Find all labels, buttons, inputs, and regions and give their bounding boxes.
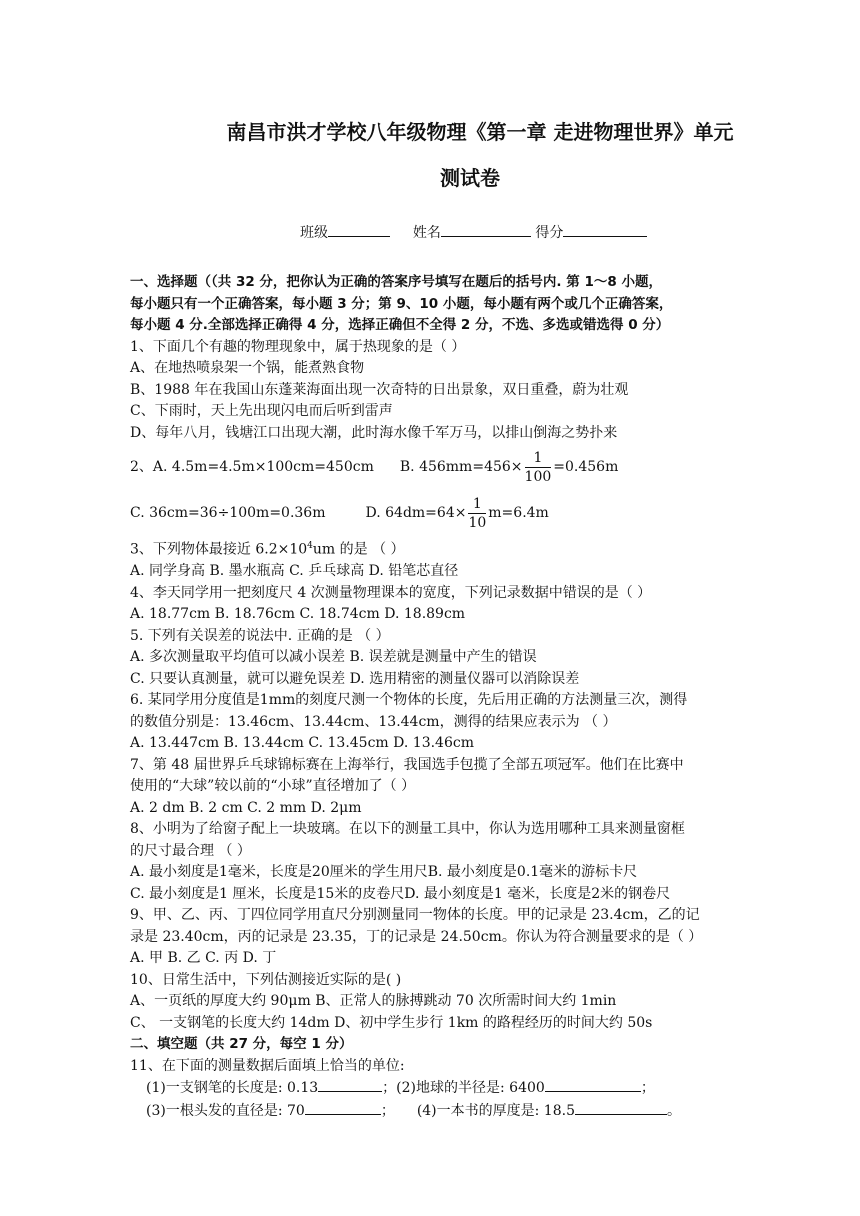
class-label: 班级 (300, 225, 328, 241)
q11-item2: (2)地球的半径是: 6400 (396, 1080, 545, 1097)
q2-option-b-post: =0.456m (553, 459, 619, 475)
fraction-numerator: 1 (525, 449, 552, 468)
section1-header: 每小题 4 分.全部选择正确得 4 分，选择正确但不全得 2 分，不选、多选或错选得 0 分） (130, 317, 670, 333)
class-blank[interactable] (328, 222, 390, 237)
q2-option-d-pre: D. 64dm=64× (365, 505, 467, 521)
q1-option-b: B、1988 年在我国山东蓬莱海面出现一次奇特的日出景象，双日重叠，蔚为壮观 (130, 381, 629, 398)
q9-stem: 9、甲、乙、丙、丁四位同学用直尺分别测量同一物体的长度。甲的记录是 23.4cm，乙的记 (130, 907, 700, 924)
q11-row1 (130, 1077, 740, 1100)
q5-options-ab: A. 多次测量取平均值可以减小误差 B. 误差就是测量中产生的错误 (130, 649, 537, 666)
exam-content (130, 272, 740, 1122)
q10-stem: 10、日常生活中，下列估测接近实际的是( ) (130, 971, 402, 988)
q11-sep: ； (382, 1080, 397, 1097)
q9-options: A. 甲 B. 乙 C. 丙 D. 丁 (130, 950, 277, 967)
q4-options: A. 18.77cm B. 18.76cm C. 18.74cm D. 18.89cm (130, 606, 466, 623)
q11-item4: (4)一本书的厚度是: 18.5 (416, 1102, 575, 1119)
section1-header: 一、选择题（（共 32 分，把你认为正确的答案序号填写在题后的括号内. 第 1～8 小题， (130, 274, 662, 290)
q3-stem (130, 536, 740, 561)
q11-row2 (130, 1100, 740, 1123)
q11-sep: ； (640, 1080, 655, 1097)
q1-option-a: A、在地热喷泉架一个锅，能煮熟食物 (130, 360, 365, 376)
q1-option-d: D、每年八月，钱塘江口出现大潮，此时海水像千军万马，以排山倒海之势扑来 (130, 424, 618, 441)
page-title-line2: 测试卷 (440, 166, 500, 190)
fraction-denominator: 100 (524, 468, 552, 485)
q2-option-c: C. 36cm=36÷100m=0.36m (130, 505, 326, 521)
q7-stem: 7、第 48 届世界乒乓球锦标赛在上海举行，我国选手包揽了全部五项冠军。他们在比赛中 (130, 756, 684, 773)
q3-stem-text: 3、下列物体最接近 6.2×10 (130, 541, 308, 558)
q10-options-cd: C、 一支钢笔的长度大约 14dm D、初中学生步行 1km 的路程经历的时间大约 50s (130, 1014, 653, 1031)
q5-options-cd: C. 只要认真测量，就可以避免误差 D. 选用精密的测量仪器可以消除误差 (130, 670, 580, 687)
q5-stem: 5. 下列有关误差的说法中. 正确的是 （ ） (130, 627, 390, 644)
q3-options: A. 同学身高 B. 墨水瓶高 C. 乒乓球高 D. 铅笔芯直径 (130, 563, 459, 580)
q6-stem: 6. 某同学用分度值是1mm的刻度尺测一个物体的长度，先后用正确的方法测量三次，测得 (130, 692, 688, 709)
score-label: 得分 (535, 225, 564, 241)
student-info-row (300, 222, 647, 242)
q11-blank3[interactable] (305, 1100, 381, 1115)
q4-stem: 4、李天同学用一把刻度尺 4 次测量物理课本的宽度，下列记录数据中错误的是（ ） (130, 584, 652, 601)
q8-stem: 的尺寸最合理 （ ） (130, 842, 251, 859)
q8-stem: 8、小明为了给窗子配上一块玻璃。在以下的测量工具中，你认为选用哪种工具来测量窗框 (130, 821, 685, 838)
q7-options: A. 2 dm B. 2 cm C. 2 mm D. 2μm (130, 799, 362, 816)
q2-line1 (130, 444, 740, 490)
q11-blank1[interactable] (318, 1077, 382, 1092)
fraction-numerator: 1 (468, 495, 486, 514)
q11-blank4[interactable] (575, 1100, 667, 1115)
q2-fraction-b (525, 449, 552, 486)
q11-item3: (3)一根头发的直径是: 70 (146, 1102, 305, 1119)
fraction-denominator: 10 (468, 514, 487, 531)
q6-options: A. 13.447cm B. 13.44cm C. 13.45cm D. 13.46cm (130, 735, 474, 752)
q1-stem: 1、下面几个有趣的物理现象中，属于热现象的是（ ） (130, 338, 466, 355)
q11-blank2[interactable] (545, 1077, 641, 1092)
q11-stem: 11、在下面的测量数据后面填上恰当的单位: (130, 1057, 405, 1074)
q1-option-c: C、下雨时，天上先出现闪电而后听到雷声 (130, 403, 393, 419)
q9-stem: 录是 23.40cm，丙的记录是 23.35，丁的记录是 24.50cm。你认为符合测量要求的是（ ） (130, 928, 703, 945)
q2-line2 (130, 490, 740, 536)
name-blank[interactable] (441, 222, 531, 237)
q11-sep: ； (380, 1102, 395, 1119)
q6-stem: 的数值分别是：13.46cm、13.44cm、13.44cm，测得的结果应表示为 （ ） (130, 713, 617, 730)
q2-option-a: 2、A. 4.5m=4.5m×100cm=450cm (130, 459, 374, 475)
q8-options-cd: C. 最小刻度是1 厘米，长度是15米的皮卷尺D. 最小刻度是1 毫米，长度是2米的钢卷尺 (130, 885, 671, 902)
q3-stem-text-end: um 的是 （ ） (312, 541, 405, 558)
q7-stem: 使用的“大球”较以前的“小球”直径增加了（ ） (130, 778, 416, 795)
q2-fraction-d (468, 495, 486, 532)
q3-exponent: 4 (307, 541, 313, 551)
page-title-line1: 南昌市洪才学校八年级物理《第一章 走进物理世界》单元 (226, 120, 734, 144)
section1-header: 每小题只有一个正确答案，每小题 3 分；第 9、10 小题，每小题有两个或几个正确答案， (130, 295, 673, 312)
q8-options-ab: A. 最小刻度是1毫米，长度是20厘米的学生用尺B. 最小刻度是0.1毫米的游标卡尺 (130, 864, 638, 881)
name-label: 姓名 (412, 225, 441, 241)
q2-option-b-pre: B. 456mm=456× (399, 459, 523, 475)
q2-option-d-post: m=6.4m (488, 505, 549, 521)
section2-header: 二、填空题（共 27 分，每空 1 分） (130, 1036, 353, 1053)
q11-end: 。 (666, 1102, 681, 1119)
q11-item1: (1)一支钢笔的长度是: 0.13 (146, 1080, 319, 1097)
q10-options-ab: A、一页纸的厚度大约 90μm B、正常人的脉搏跳动 70 次所需时间大约 1min (130, 993, 617, 1010)
score-blank[interactable] (563, 222, 647, 237)
